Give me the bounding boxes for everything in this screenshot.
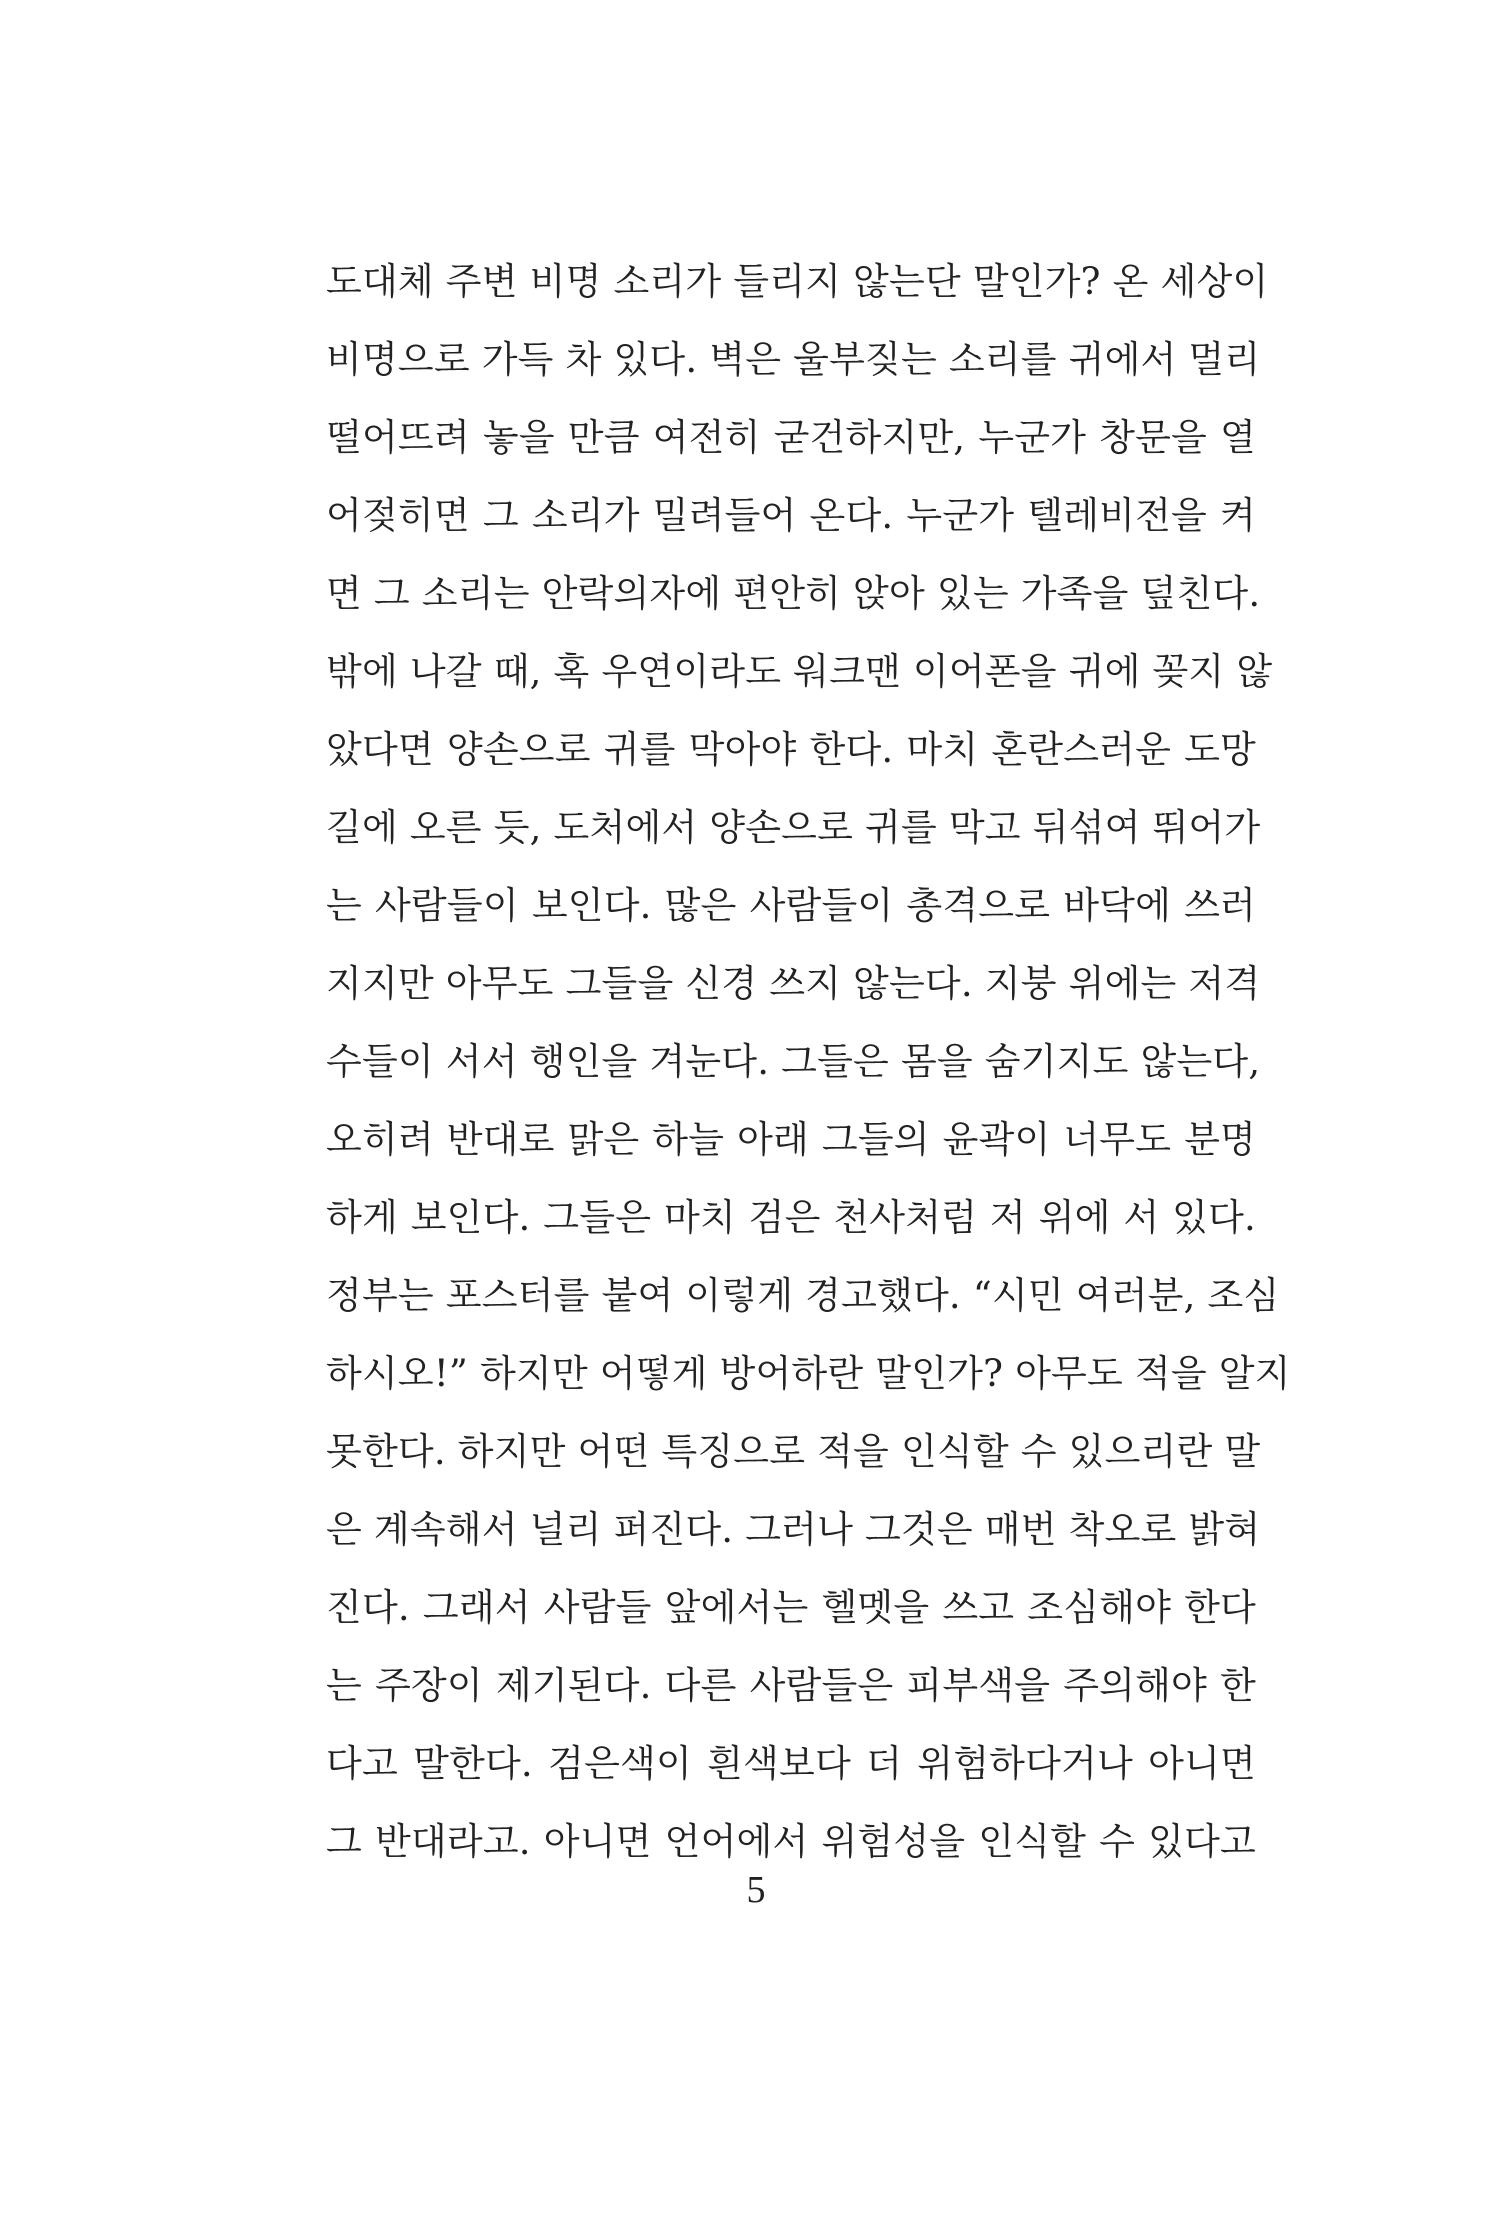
- text-line: 못한다. 하지만 어떤 특징으로 적을 인식할 수 있으리란 말: [326, 1430, 1261, 1473]
- text-line: 비명으로 가득 차 있다. 벽은 울부짖는 소리를 귀에서 멀리: [326, 338, 1261, 381]
- text-line: 은 계속해서 널리 퍼진다. 그러나 그것은 매번 착오로 밝혀: [326, 1508, 1261, 1551]
- text-line: 는 사람들이 보인다. 많은 사람들이 총격으로 바닥에 쓰러: [326, 884, 1256, 927]
- text-line: 어젖히면 그 소리가 밀려들어 온다. 누군가 텔레비전을 켜: [326, 494, 1256, 537]
- text-line: 면 그 소리는 안락의자에 편안히 앉아 있는 가족을 덮친다.: [326, 572, 1261, 615]
- text-line: 밖에 나갈 때, 혹 우연이라도 워크맨 이어폰을 귀에 꽂지 않: [326, 650, 1273, 693]
- body-text: [326, 243, 1291, 1881]
- text-line: 도대체 주변 비명 소리가 들리지 않는단 말인가? 온 세상이: [326, 260, 1269, 303]
- text-line: 는 주장이 제기된다. 다른 사람들은 피부색을 주의해야 한: [326, 1664, 1256, 1707]
- text-line: 오히려 반대로 맑은 하늘 아래 그들의 윤곽이 너무도 분명: [326, 1118, 1256, 1161]
- text-line: 진다. 그래서 사람들 앞에서는 헬멧을 쓰고 조심해야 한다: [326, 1586, 1256, 1629]
- text-line: 그 반대라고. 아니면 언어에서 위험성을 인식할 수 있다고: [326, 1820, 1256, 1863]
- text-line: 다고 말한다. 검은색이 흰색보다 더 위험하다거나 아니면: [326, 1742, 1256, 1785]
- text-line: 수들이 서서 행인을 겨눈다. 그들은 몸을 숨기지도 않는다,: [326, 1040, 1261, 1083]
- text-line: 길에 오른 듯, 도처에서 양손으로 귀를 막고 뒤섞여 뛰어가: [326, 806, 1261, 849]
- text-line: 떨어뜨려 놓을 만큼 여전히 굳건하지만, 누군가 창문을 열: [326, 416, 1256, 459]
- text-line: 정부는 포스터를 붙여 이렇게 경고했다. “시민 여러분, 조심: [326, 1274, 1280, 1317]
- text-line: 았다면 양손으로 귀를 막아야 한다. 마치 혼란스러운 도망: [326, 728, 1256, 771]
- page-number: 5: [746, 1869, 766, 1911]
- text-line: 하게 보인다. 그들은 마치 검은 천사처럼 저 위에 서 있다.: [326, 1196, 1256, 1239]
- text-line: 지지만 아무도 그들을 신경 쓰지 않는다. 지붕 위에는 저격: [326, 962, 1261, 1005]
- text-line: 하시오!” 하지만 어떻게 방어하란 말인가? 아무도 적을 알지: [326, 1352, 1291, 1395]
